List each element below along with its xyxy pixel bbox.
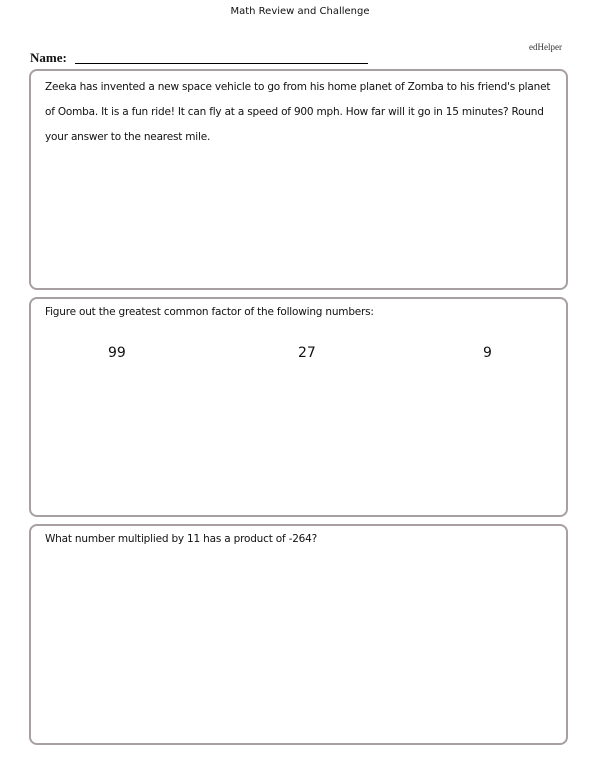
- question-box-2[interactable]: [29, 297, 568, 517]
- question-text: What number multiplied by 11 has a product of -264?: [45, 533, 318, 545]
- name-answer-line[interactable]: [75, 63, 368, 64]
- worksheet-title: Math Review and Challenge: [230, 6, 370, 17]
- gcf-number: 27: [298, 345, 316, 361]
- gcf-number: 9: [483, 345, 492, 361]
- question-box-1[interactable]: [29, 69, 568, 290]
- name-label: Name:: [30, 50, 67, 65]
- gcf-number: 99: [108, 345, 126, 361]
- brand-label: edHelper: [529, 42, 562, 52]
- question-text: Figure out the greatest common factor of the following numbers:: [45, 306, 374, 318]
- question-box-3[interactable]: [29, 524, 568, 745]
- question-text: Zeeka has invented a new space vehicle to go from his home planet of Zomba to his friend's planet of Oomba. It is a fun ride! It can fly at a speed of 900 mph. How far will it go in 15 minutes? Round your answer to the nearest mile.: [45, 81, 551, 143]
